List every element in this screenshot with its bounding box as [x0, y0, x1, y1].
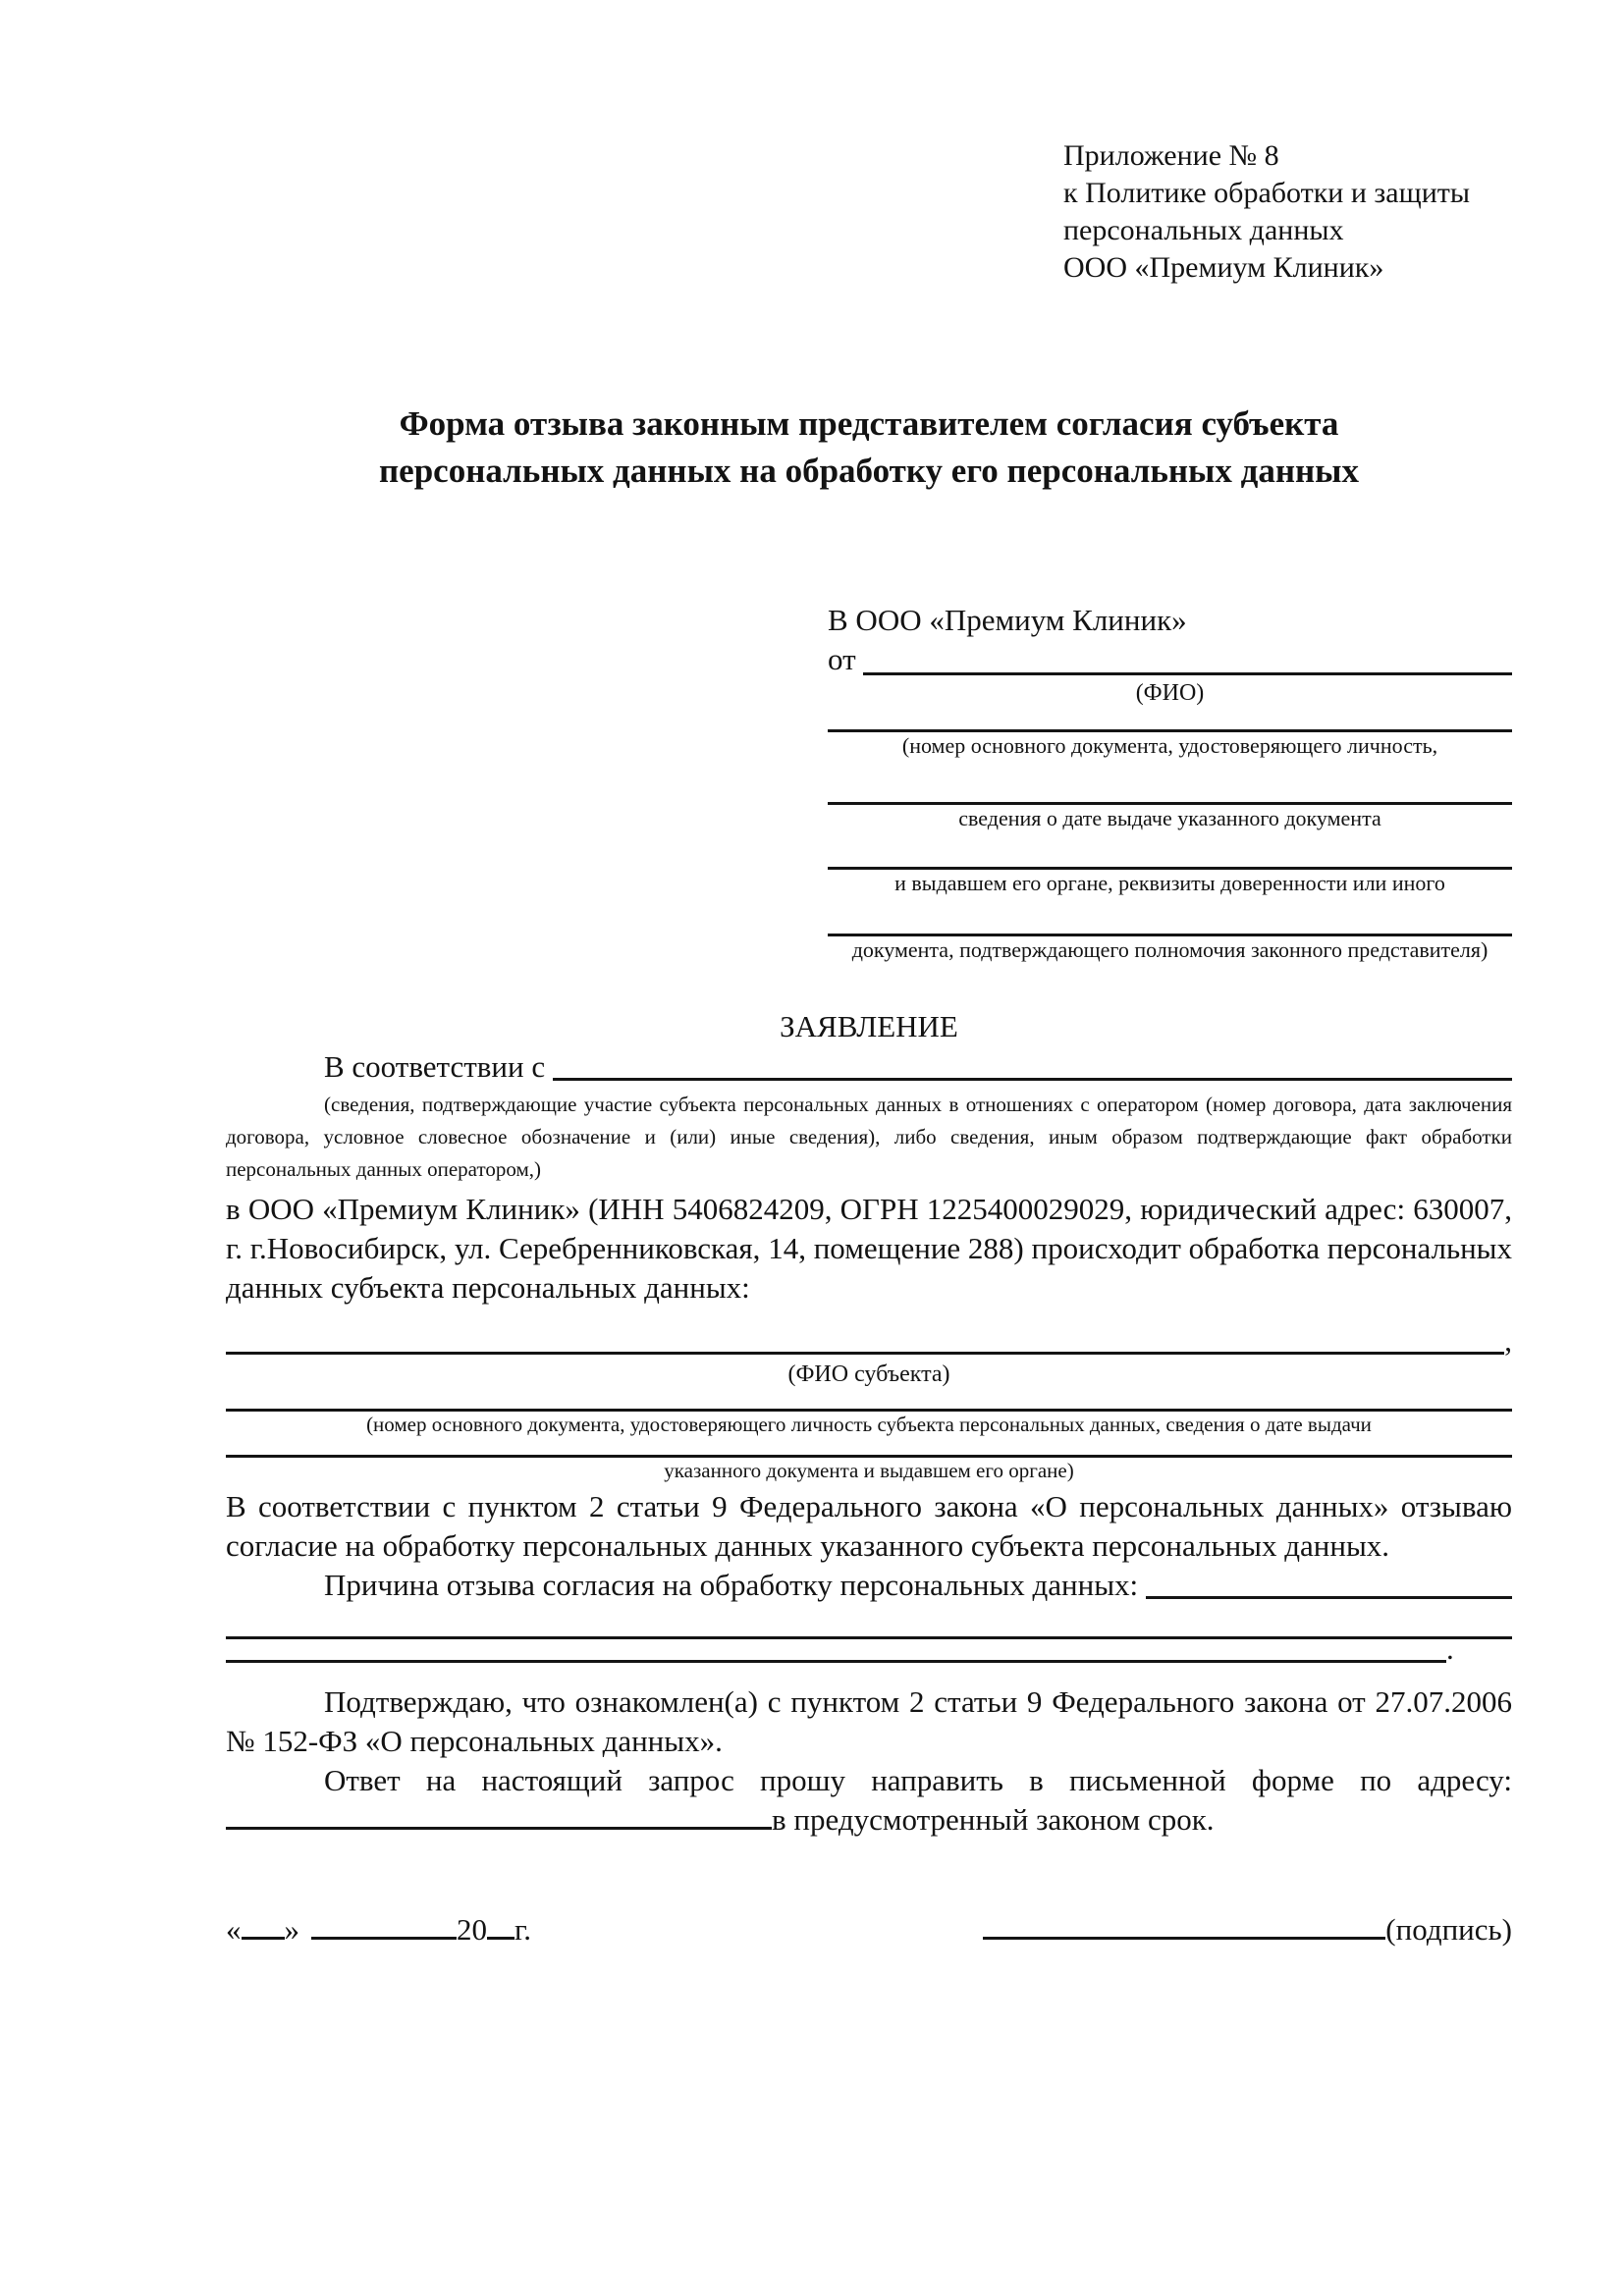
signature-group	[983, 1910, 1512, 1949]
document-title: Форма отзыва законным представителем согласия субъекта персональных данных на обработку его персональных данных	[379, 404, 1359, 490]
subject-fio-comma: ,	[1504, 1323, 1512, 1358]
date-group	[226, 1910, 531, 1949]
in-accordance-blank	[553, 1076, 1512, 1077]
doc-blank-line-3	[828, 831, 1512, 870]
subject-doc-caption-2: указанного документа и выдавшем его органе)	[664, 1459, 1074, 1482]
reason-blank-inline	[1146, 1594, 1512, 1595]
fio-caption: (ФИО)	[1135, 680, 1205, 706]
reply-paragraph	[226, 1761, 1512, 1840]
doc-blank-line-4	[828, 896, 1512, 936]
appendix-line-3: персональных данных	[1063, 214, 1344, 246]
in-accordance-label: В соответствии с	[324, 1049, 553, 1084]
addressee-from-row	[828, 640, 1512, 679]
in-accordance-row	[226, 1047, 1512, 1087]
doc-caption-4: документа, подтверждающего полномочия законного представителя)	[851, 937, 1489, 962]
subject-fio-row	[226, 1321, 1512, 1361]
date-year-prefix: 20	[457, 1912, 487, 1947]
doc-caption-2: сведения о дате выдаче указанного документа	[958, 806, 1381, 830]
subject-fio-caption: (ФИО субъекта)	[787, 1362, 950, 1387]
subject-fio-blank	[226, 1350, 1504, 1351]
signature-caption: (подпись)	[1385, 1912, 1512, 1947]
addressee-to: В ООО «Премиум Клиник»	[828, 603, 1187, 637]
appendix-header	[1063, 137, 1512, 287]
signature-blank	[983, 1937, 1385, 1940]
date-month-blank	[311, 1937, 457, 1940]
reply-address-blank	[226, 1827, 772, 1830]
doc-blank-line-1	[828, 708, 1512, 732]
footer-row	[226, 1910, 1512, 1949]
date-quote-open: «	[226, 1912, 242, 1947]
appendix-line-2: к Политике обработки и защиты	[1063, 177, 1471, 209]
statement-heading: ЗАЯВЛЕНИЕ	[780, 1009, 958, 1043]
appendix-line-4: ООО «Премиум Клиник»	[1063, 251, 1384, 284]
reason-label: Причина отзыва согласия на обработку персональных данных:	[324, 1568, 1146, 1602]
reason-blank-line-2	[226, 1658, 1446, 1659]
addressee-block	[828, 601, 1512, 963]
footnote-text: (сведения, подтверждающие участие субъекта персональных данных в отношениях с оператором (номер договора, дата заключения договора, условное словесное обозначение и (или) иные сведения), либо сведения, иным образом подтверждающие факт обработки персональных данных оператором,)	[226, 1093, 1512, 1181]
date-year-suffix: г.	[514, 1912, 531, 1947]
reply-tail: в предусмотренный законом срок.	[772, 1802, 1215, 1837]
reason-row	[226, 1566, 1512, 1605]
subject-doc-blank-2	[226, 1437, 1512, 1458]
doc-caption-3: и выдавшем его органе, реквизиты доверенности или иного	[894, 871, 1445, 895]
operator-paragraph: в ООО «Премиум Клиник» (ИНН 5406824209, ОГРН 1225400029029, юридический адрес: 630007, г. г.Новосибирск, ул. Серебренниковская, 14, помещение 288) происходит обработка персональных данных субъекта персональных данных:	[226, 1192, 1512, 1305]
reply-text: Ответ на настоящий запрос прошу направить в письменной форме по адресу:	[324, 1763, 1512, 1797]
reason-blank-row-2	[226, 1629, 1512, 1669]
date-quote-close: »	[284, 1912, 299, 1947]
date-day-blank	[242, 1937, 285, 1940]
doc-caption-1: (номер основного документа, удостоверяющего личность,	[901, 733, 1438, 758]
representative-fio-blank	[863, 668, 1512, 669]
subject-doc-blank-1	[226, 1389, 1512, 1412]
doc-blank-line-2	[828, 759, 1512, 805]
appendix-line-1: Приложение № 8	[1063, 139, 1279, 172]
withdraw-paragraph: В соответствии с пунктом 2 статьи 9 Федерального закона «О персональных данных» отзываю согласие на обработку персональных данных указанного субъекта персональных данных.	[226, 1489, 1512, 1563]
date-year-blank	[487, 1937, 514, 1940]
subject-doc-caption-1: (номер основного документа, удостоверяющего личность субъекта персональных данных, сведения о дате выдачи	[366, 1413, 1372, 1436]
from-label: от	[828, 642, 864, 676]
reason-period: .	[1446, 1631, 1454, 1666]
confirm-paragraph: Подтверждаю, что ознакомлен(а) с пунктом 2 статьи 9 Федерального закона от 27.07.2006 № 152-ФЗ «О персональных данных».	[226, 1684, 1512, 1758]
